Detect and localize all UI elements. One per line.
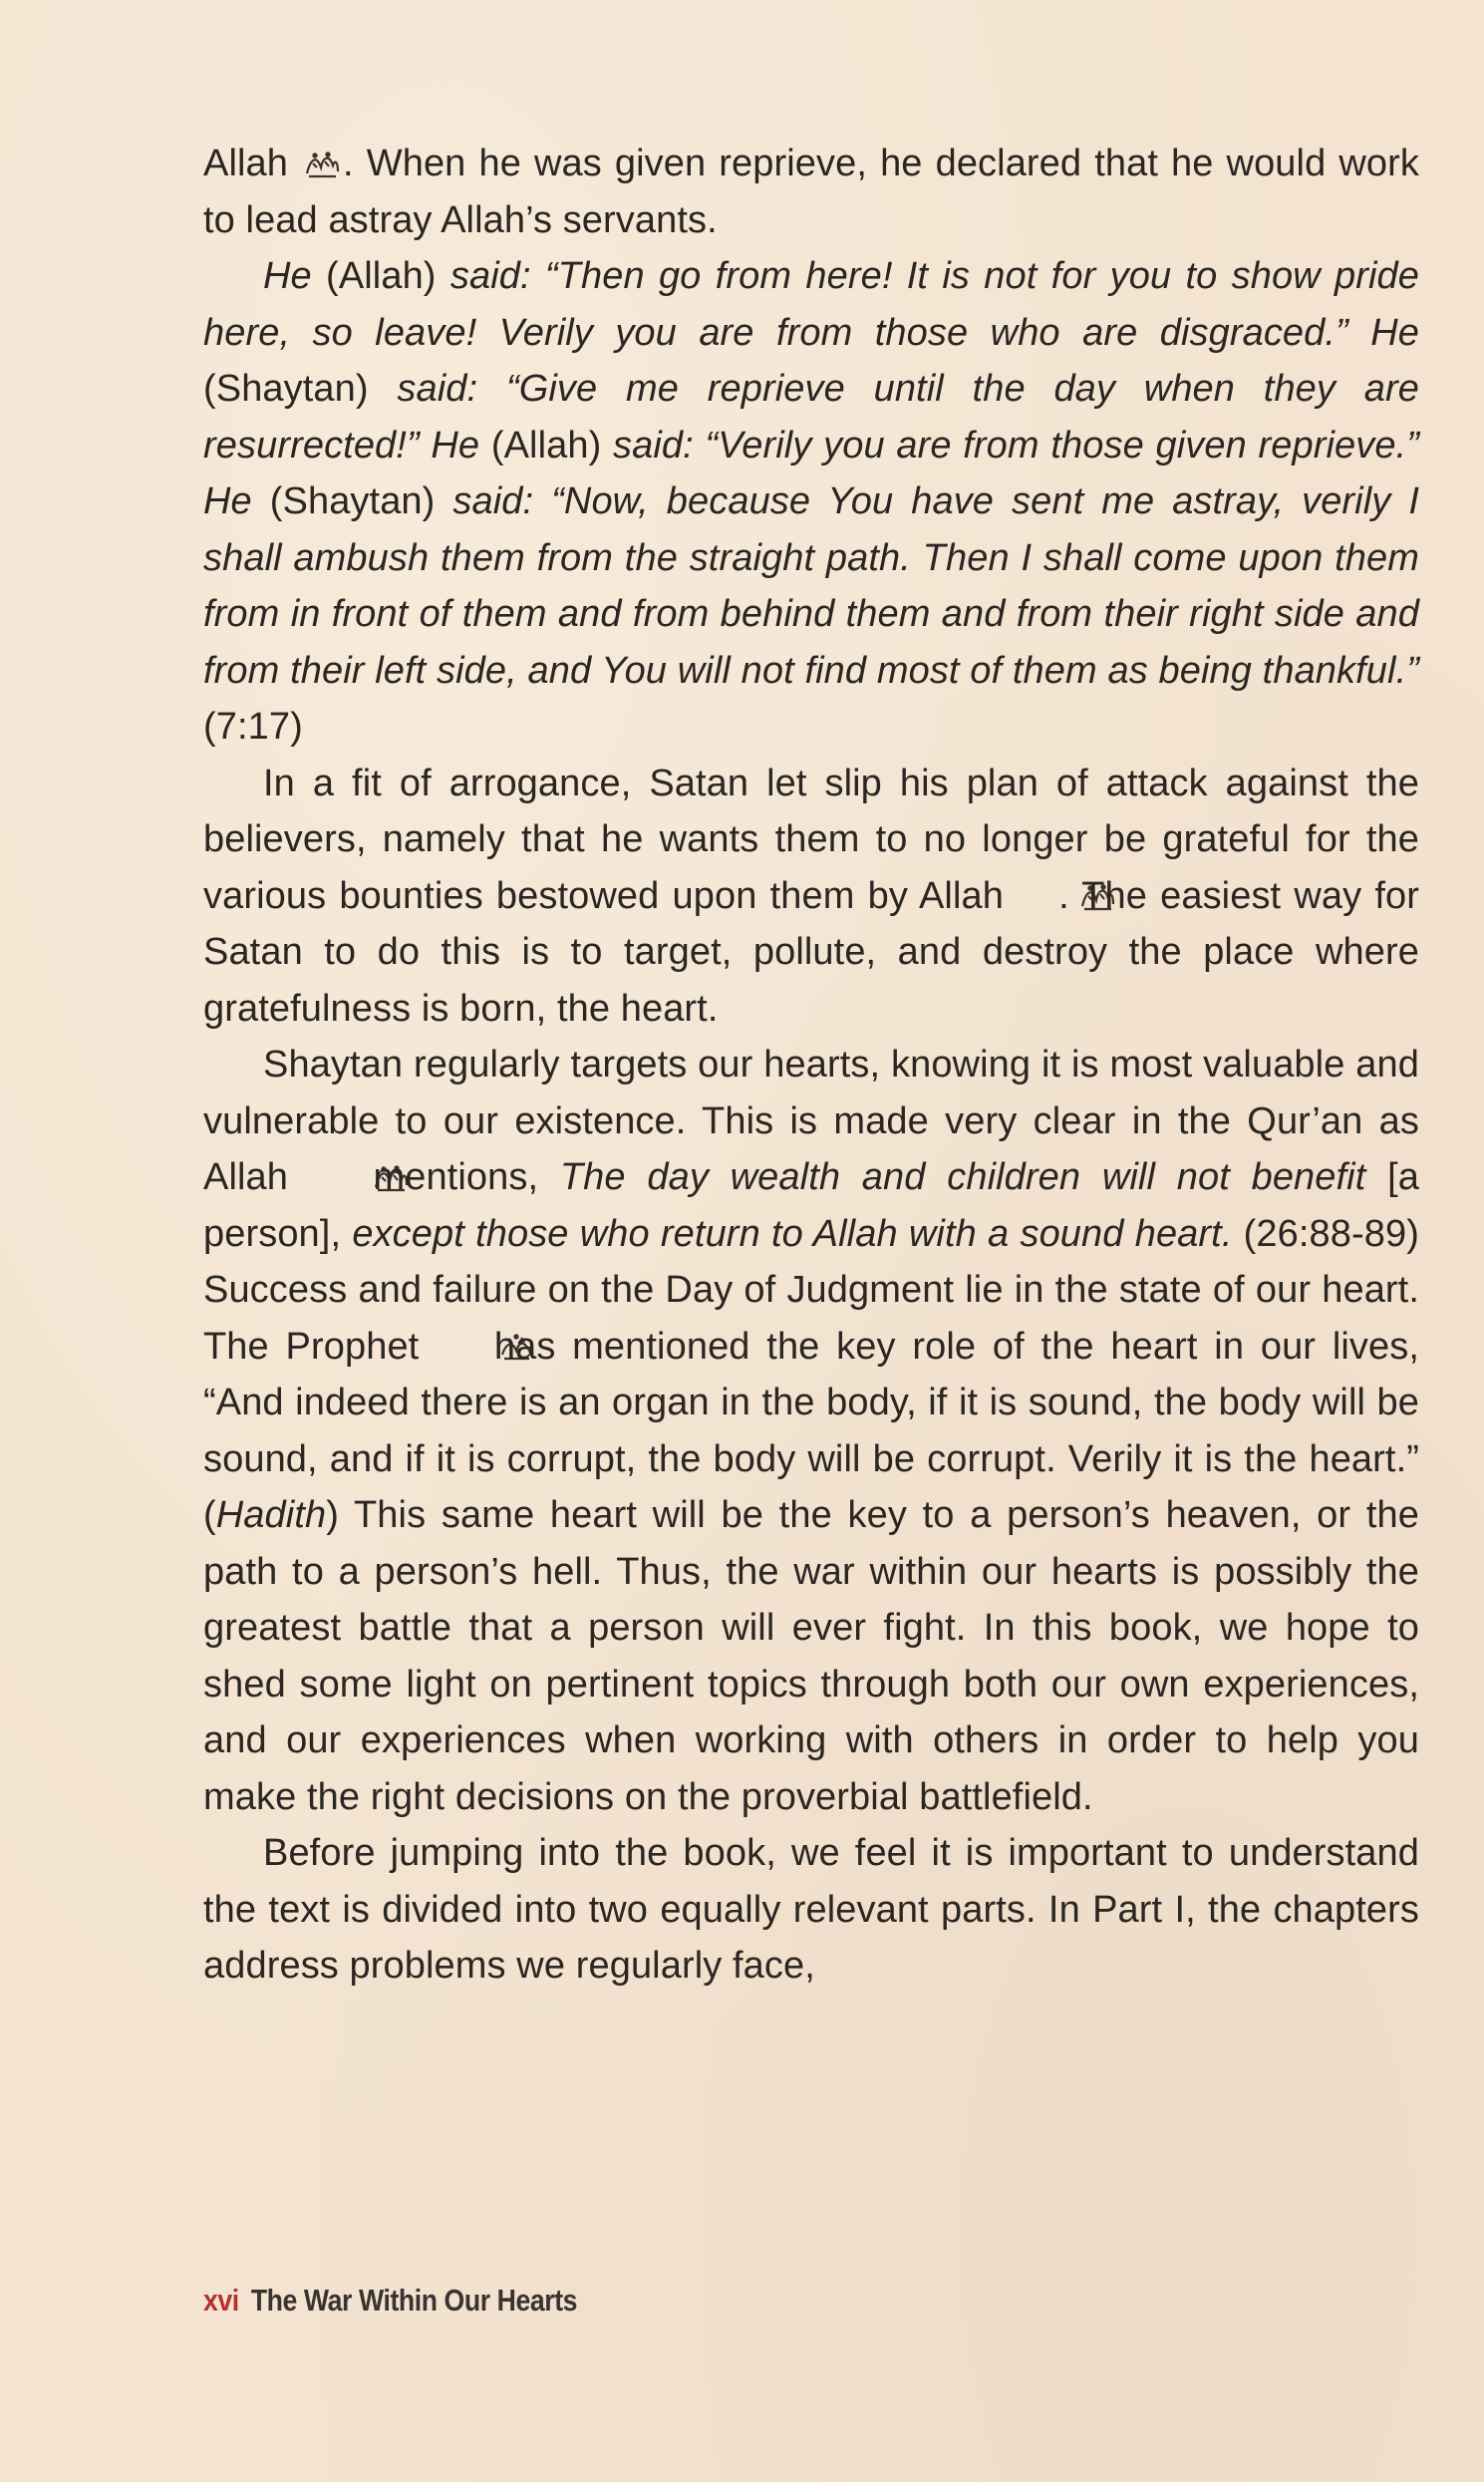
quote-segment: He — [263, 255, 312, 297]
paragraph-4 — [203, 1037, 1419, 1825]
paragraph-4-text-c: (26:88-89) Success and failure on the Day of Judgment lie in the state of our heart. The Prophet — [203, 1212, 1420, 1368]
prophet-honorific-glyph-icon — [438, 1323, 475, 1353]
quote-aside: (Shaytan) — [203, 368, 398, 410]
quote-segment: said: “Now, because You have sent me astray, verily I shall ambush them from the straight path. Then I shall come upon them from in front of them and from behind them and from their right side and from their left side, and You will not find most of them as being thankful.” — [203, 480, 1420, 692]
page-footer — [203, 2283, 577, 2319]
honorific-glyph-icon — [1019, 872, 1056, 902]
paragraph-5 — [203, 1825, 1419, 1995]
paragraph-3-text-a: In a fit of arrogance, Satan let slip his plan of attack against the believers, namely that he wants them to no longer be grateful for the various bounties bestowed upon them by Allah — [203, 762, 1419, 917]
page-number: xvi — [203, 2283, 239, 2318]
paragraph-4-text-a: Shaytan regularly targets our hearts, knowing it is most valuable and vulnerable to our existence. This is made very clear in the Qur’an as Allah — [203, 1044, 1419, 1198]
hadith-label: Hadith — [215, 1494, 327, 1536]
paragraph-2-quran-quote — [203, 248, 1419, 756]
quote-segment: said: “Verily you are from those given reprieve.” He — [203, 424, 1419, 522]
paragraph-4-text-e: ) This same heart will be the key to a person’s heaven, or the path to a person’s hell. Thus, the war within our hearts is possibly the greatest battle that a person will ever fight. In this book, we hope to shed some light on pertinent topics through both our own experiences, and our experiences when working with others in order to help you make the right decisions on the proverbial battlefield. — [203, 1494, 1419, 1818]
honorific-glyph-icon — [303, 140, 341, 169]
quote-segment: said: “Give me reprieve until the day when they are resurrected!” He — [203, 368, 1419, 466]
paragraph-4-text-d: has mentioned the key role of the heart in our lives, “And indeed there is an organ in the body, if it is sound, the body will be sound, and if it is corrupt, the body will be corrupt. Verily it is the heart.” ( — [203, 1325, 1419, 1536]
quote-aside: (Shaytan) — [251, 480, 453, 522]
paragraph-1 — [203, 136, 1419, 248]
verse-reference: (7:17) — [203, 706, 303, 748]
running-title: The War Within Our Hearts — [250, 2283, 578, 2318]
paragraph-3-text-b: . The easiest way for Satan to do this is to target, pollute, and destroy the place where gratefulness is born, the heart. — [203, 874, 1419, 1030]
body-text — [203, 136, 1419, 1995]
quote-segment: except those who return to Allah with a sound heart. — [352, 1212, 1233, 1255]
quote-segment: The day wealth and children will not benefit — [559, 1156, 1366, 1198]
paragraph-3 — [203, 756, 1419, 1038]
paragraph-5-text: Before jumping into the book, we feel it is important to understand the text is divided into two equally relevant parts. In Part I, the chapters address problems we regularly face, — [203, 1832, 1419, 1987]
paragraph-1-text-b: . When he was given reprieve, he declared that he would work to lead astray Allah’s servants. — [203, 143, 1419, 241]
quote-aside: (Allah) — [311, 255, 450, 297]
paragraph-4-text-b: mentions, — [351, 1156, 560, 1198]
quote-segment: said: “Then go from here! It is not for you to show pride here, so leave! Verily you are from those who are disgraced.” He — [203, 255, 1420, 354]
quote-aside: [a person], — [203, 1156, 1420, 1255]
honorific-glyph-icon — [312, 1153, 350, 1183]
quote-aside: (Allah) — [479, 424, 614, 466]
paragraph-1-text-a: Allah — [203, 143, 302, 184]
